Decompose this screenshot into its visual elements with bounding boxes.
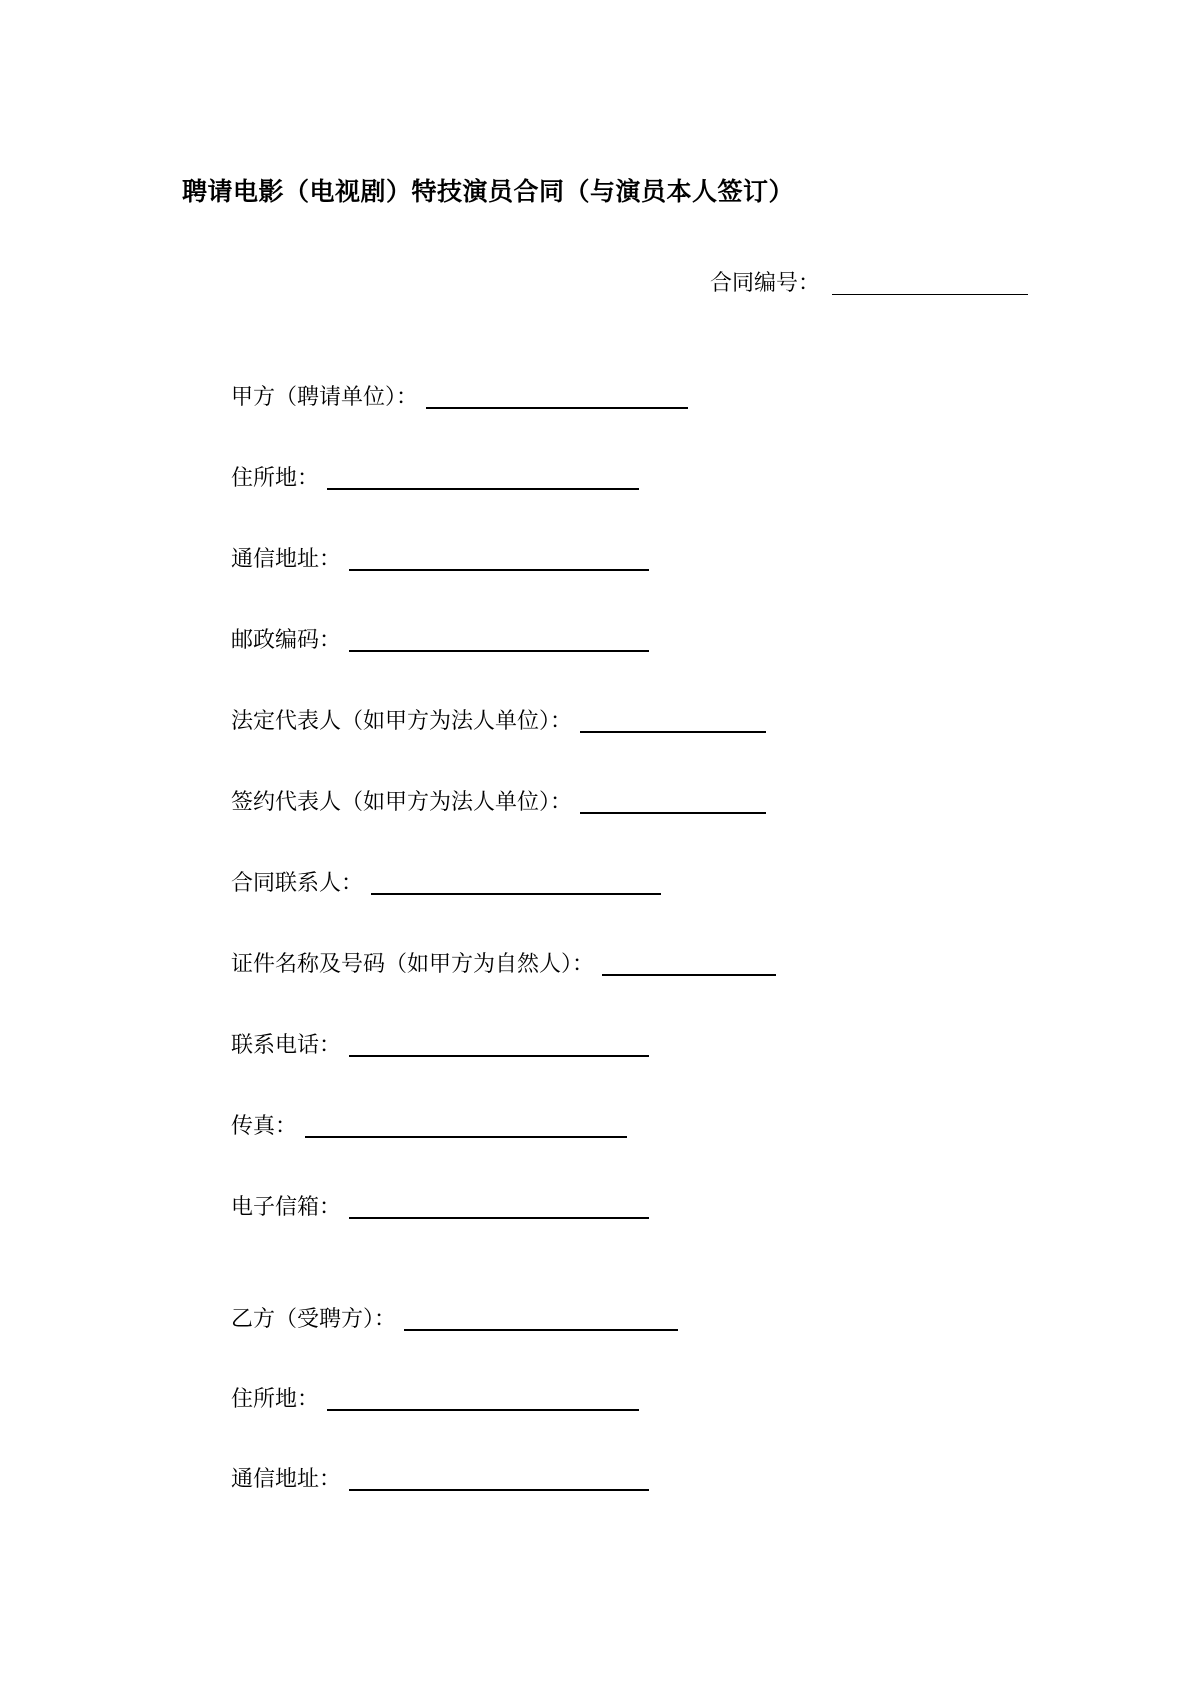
party-a-legal-rep-label: 法定代表人（如甲方为法人单位）：: [231, 709, 573, 734]
party-a-contract-contact-label: 合同联系人：: [231, 871, 364, 896]
party-b-blank[interactable]: [404, 1329, 678, 1331]
party-a-email-label: 电子信箱：: [231, 1195, 342, 1220]
document-title: 聘请电影（电视剧）特技演员合同（与演员本人签订）: [182, 177, 795, 206]
party-b-residence-row: [231, 1382, 639, 1413]
party-b-mailing-address-blank[interactable]: [349, 1489, 649, 1491]
party-a-postal-code-label: 邮政编码：: [231, 628, 342, 653]
party-a-signing-rep-label: 签约代表人（如甲方为法人单位）：: [231, 790, 573, 815]
party-a-row: [231, 380, 688, 411]
party-b-row: [231, 1302, 678, 1333]
party-a-id-label: 证件名称及号码（如甲方为自然人）：: [231, 952, 595, 977]
party-b-residence-label: 住所地：: [231, 1387, 320, 1412]
party-a-fax-label: 传真：: [231, 1114, 298, 1139]
party-a-mailing-address-row: [231, 542, 649, 573]
party-a-postal-code-blank[interactable]: [349, 650, 649, 652]
party-a-phone-label: 联系电话：: [231, 1033, 342, 1058]
party-a-signing-rep-blank[interactable]: [580, 812, 766, 814]
party-b-mailing-address-row: [231, 1462, 649, 1493]
party-a-blank[interactable]: [426, 407, 688, 409]
party-a-fax-blank[interactable]: [305, 1136, 627, 1138]
party-a-phone-row: [231, 1028, 649, 1059]
party-a-postal-code-row: [231, 623, 649, 654]
party-a-mailing-address-blank[interactable]: [349, 569, 649, 571]
party-a-legal-rep-row: [231, 704, 766, 735]
party-a-id-row: [231, 947, 776, 978]
party-a-residence-label: 住所地：: [231, 466, 320, 491]
party-a-email-blank[interactable]: [349, 1217, 649, 1219]
party-a-legal-rep-blank[interactable]: [580, 731, 766, 733]
contract-number-row: [710, 266, 1028, 297]
contract-number-label: 合同编号：: [710, 271, 821, 296]
party-a-contract-contact-blank[interactable]: [371, 893, 661, 895]
party-a-residence-blank[interactable]: [327, 488, 639, 490]
party-b-label: 乙方（受聘方）：: [231, 1307, 397, 1332]
contract-number-blank[interactable]: [832, 294, 1028, 295]
party-a-id-blank[interactable]: [602, 974, 776, 976]
party-a-signing-rep-row: [231, 785, 766, 816]
party-a-phone-blank[interactable]: [349, 1055, 649, 1057]
party-b-mailing-address-label: 通信地址：: [231, 1467, 342, 1492]
party-a-email-row: [231, 1190, 649, 1221]
party-b-residence-blank[interactable]: [327, 1409, 639, 1411]
party-a-contract-contact-row: [231, 866, 661, 897]
party-a-fax-row: [231, 1109, 627, 1140]
party-a-label: 甲方（聘请单位）：: [231, 385, 419, 410]
party-a-mailing-address-label: 通信地址：: [231, 547, 342, 572]
party-a-residence-row: [231, 461, 639, 492]
